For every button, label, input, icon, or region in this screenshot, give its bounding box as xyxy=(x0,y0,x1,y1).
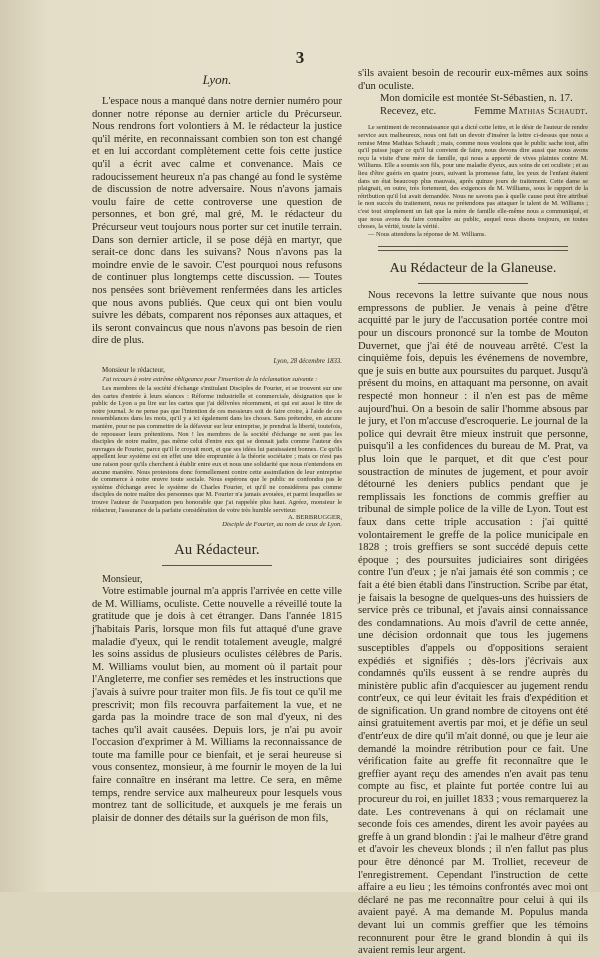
letter-intro: J'ai recours à votre extrême obligeance pour l'insertion de la réclamation suivante : xyxy=(102,376,318,384)
place-heading: Lyon. xyxy=(202,72,232,87)
editorial-paragraph: L'espace nous a manqué dans notre dernier numéro pour donner notre réponse au dernier article du Précurseur. Nous rendrons fort volontiers à M. le rédacteur la justice qu'il mérite, en reconnaissant combien son ton est changé et en lui accordant complètement cette fois cette justice qu'il a écrit avec calme et convenance. Mais ce radoucissement heureux n'a pas changé au fond le système de discussion de notre adversaire. Nous n'avons jamais voulu faire de cette controverse une question de personnes, et bon gré, mal gré, M. le rédacteur du Précurseur veut toujours nous porter sur cet inutile terrain. Dans son dernier article, il se pose déjà en martyr, que serait-ce donc dans les suivans? Nous n'avons pas la moindre envie de le savoir. C'est pourquoi nous refusons de continuer plus longtemps cette discussion. — Toutes nos pensées sont brièvement renfermées dans les articles que nous avons publiés. Que ceux qui ont bien voulu suivre les débats, comparent nos réponses aux attaques, et ils seront convaincus que nous n'avons pas besoin de rien dire de plus. xyxy=(92,96,342,347)
letter-continuation: s'ils avaient besoin de recourir eux-mêmes aux soins d'un oculiste. xyxy=(358,68,588,92)
section-heading: Au Rédacteur de la Glaneuse. xyxy=(389,261,557,277)
closing-line xyxy=(358,106,588,119)
section-heading: Au Rédacteur. xyxy=(174,542,260,559)
heading-divider xyxy=(418,283,528,284)
editor-note: Le sentiment de reconnaissance qui a dicté cette lettre, et le désir de l'auteur de rendre service aux malheureux, nous ont fait un devoir d'insérer la lettre ci-dessus que nous a remise Mme Mathias Schaudt ; mais, comme nous voulons que le public sache tout, afin qu'il puisse juger ce qu'il lui convient de faire, nous devons dire aussi que nous avons reçu la visite d'une mère de famille, qui nous a apporté de vives plaintes contre M. Williams. Elle a soumis son fils, pour une maladie d'yeux, aux soins de cet oculiste ; et au lieu d'être guéris en quatre jours, suivant la promesse faite, les yeux de l'enfant étaient dans un état beaucoup plus mauvais, après quinze jours de traitement. Cette dame se plaignait, en outre, très fortement, des exigences de M. Williams, sous le rapport de la rétribution qu'il lui avait demandée. Nous ne savons pas à quelle cause peut être attribué le non succès du traitement, nous ne prétendons pas attaquer le talent de M. Williams ; c'est tout simplement un fait que la mère de famille elle-même nous a communiqué, et que nous avons du faire connaître au public, auquel nous disons toujours, en toutes choses, la vérité, toute la vérité. xyxy=(358,124,588,231)
right-column xyxy=(358,68,588,957)
letter-signature: A. BERBRUGGER, xyxy=(287,514,342,522)
letter-salutation: Monsieur, xyxy=(102,574,143,586)
signature-name: Mathias Schaudt. xyxy=(508,105,588,117)
section-divider xyxy=(378,246,568,251)
letter-salutation: Monsieur le rédacteur, xyxy=(102,365,165,374)
address-line: Mon domicile est montée St-Sébastien, n. 17. xyxy=(380,93,573,105)
heading-divider xyxy=(162,565,272,566)
letter-body: Nous recevons la lettre suivante que nous nous empressons de publier. Je venais à peine d'être acquitté par le jury de l'accusation portée contre moi pour un discours prononcé sur la tombe de Mouton Duvernet, que j'ai été de nouveau arrêté. C'est la cinquième fois, depuis les événemens de novembre, que je suis en butte aux poursuites du parquet. Jusqu'à présent du moins, en attaquant ma personne, on avait respecté mon honneur : il n'en est pas de même aujourd'hui. On a besoin de salir l'homme absous par le jury, et l'on m'accuse d'escroquerie. Le journal de la police qui devrait être mieux instruit que personne, puisqu'il a les confidences du bureau de M. Prat, va plus loin que le parquet, et dit que c'est pour soustraction de minutes de jugement, et pour avoir détourné les deniers publics pendant que je remplissais les fonctions de commis greffier au tribunal de simple police de la ville de Lyon. Tout est faux dans cette triple accusation : j'ai quitté volontairement le greffe de la police municipale en 1828 ; trois greffiers se sont succédé depuis cette époque ; des poursuites judiciaires sont dirigées contre l'un d'eux ; je n'ai jamais été son commis ; ce fait a été bien établi dans l'instruction. Scribe par état, je faisais la besogne de quelques-uns des huissiers de service près ce tribunal, et j'avais ainsi connaissance des condamnations. Au mois d'avril de cette année, une décision ordonnait que tous les jugemens susceptibles d'appels ou d'oppositions seraient expédiés et signifiés ; dès-lors j'écrivais aux condamnés qu'ils eussent à se rendre auprès du ministère public afin d'acquiescer au jugement rendu contr'eux, ce qui leur évitait les frais d'expédition et de signification. Un grand nombre de citoyens ont été ainsi gratuitement avertis par moi, et je défie un seul d'entr'eux de dire qu'il m'ait donné, ou que je leur aie demandé la moindre rétribution pour ce fait. Une vérification faite au greffe fit reconnaître que le greffier ayant reçu des amendes n'en avait pas tenu compte au fisc, et plainte fut portée contre lui au procureur du roi, en juillet 1833 ; vous remarquerez la date. Les contrevenans à qui on réclamait une seconde fois ces amendes, dirent les avoir payées au greffe à un grand blondin : j'ai le malheur d'être grand et d'avoir les cheveux blonds ; il n'en fallut pas plus pour être dénoncé par M. Trolliet, receveur de l'enregistrement. Cependant l'instruction de cette affaire a eu lieu ; les témoins confrontés avec moi ont déclaré ne pas me reconnaître pour celui à qui ils avaient payé. A ma demande M. Populus manda devant lui un commis greffier que les témoins reconnurent pour être le grand blondin à qui ils avaient remis leur argent. xyxy=(358,290,588,957)
letter-body: Les membres de la société d'échange s'intitulant Disciples de Fourier, et se trouvent sur une des cartes d'entrée à leurs séances : Réforme industrielle et commerciale, désignation que le public de Lyon a pu lire sur les cartes que j'ai délivrées récemment, et qui est aussi le titre de notre journal. Je ne pense pas que l'intention de ces messieurs soit de faire croire, à l'aide de ces ressemblances dans les mots, qu'il y a ici également dans les choses. Sans prétendre, en aucune manière, pour ne pas commettre de la défaveur sur leur entreprise, je prendrai la liberté, toutefois, de repousser leurs prétentions. Non ! les membres de la société d'échange ne sont pas les disciples de notre maître, pas même celui d'entre eux qui se donnait jadis comme l'auteur des ouvrages de Fourier, parce qu'il le croyait mort, et que ses idées lui paraissaient bonnes. Ce qu'ils appellent leur système est en effet une idée empruntée à la théorie sociétaire ; mais ce n'est pas une raison pour qu'ils cherchent à établir entre eux et nous une solidarité que nous n'entendons en aucune manière. Nous protestons donc formellement contre cette assimilation de leur entreprise de commerce à notre œuvre toute sociale. Nous espérons que le public ne confondra pas le système d'échange avec le système de Charles Fourier, et qu'il ne considérera pas comme disciples de notre maître des personnes que M. Fourier n'a jamais avouées, et parmi lesquelles se trouve l'auteur de l'usurpation peu honorable que j'ai rappelée plus haut. Agréez, monsieur le rédacteur, l'assurance de la parfaite considération de votre très humble serviteur. xyxy=(92,385,342,514)
editor-note-end: — Nous attendons la réponse de M. Williams. xyxy=(368,230,487,238)
page-number: 3 xyxy=(295,48,305,67)
left-column xyxy=(92,68,342,880)
signature-prefix: Femme xyxy=(474,105,506,117)
closing: Recevez, etc. xyxy=(380,105,437,117)
signature xyxy=(474,106,588,119)
letter-date: Lyon, 28 décembre 1833. xyxy=(273,357,342,365)
letter-body: Votre estimable journal m'a appris l'arrivée en cette ville de M. Williams, oculiste. Cette nouvelle a réveillé toute la gratitude que je dois à cet étranger. Dans l'année 1815 j'habitais Paris, lorsque mon fils fut attaqué d'une grave maladie d'yeux, qui le rendit totalement aveugle, malgré les soins assidus de plusieurs oculistes célèbres de Paris. M. Williams voulut bien, au moment où il partait pour l'Angleterre, me confier ses remèdes et les instructions que j'avais à suivre pour traiter mon fils. Je fis tout ce qu'il me prescrivit; mon fils recouvra parfaitement la vue, et ne garda pas la moindre trace de son mal d'yeux, ni des taches qu'il avait causées. Depuis lors, je n'ai pu avoir l'occasion d'exprimer à M. Williams la reconnaissance de toute ma famille pour ce bienfait, et je serai heureuse si vous consentez, monsieur, à me fournir le moyen de la lui faire connaître en insérant ma lettre. Ce sera, en même temps, rendre service aux malheureux pour lesquels vous montrez tant de sollicitude, et auxquels je me ferais un plaisir de donner des détails sur la guérison de mon fils, xyxy=(92,586,342,824)
letter-signature-title: Disciple de Fourier, au nom de ceux de Lyon. xyxy=(222,521,342,529)
